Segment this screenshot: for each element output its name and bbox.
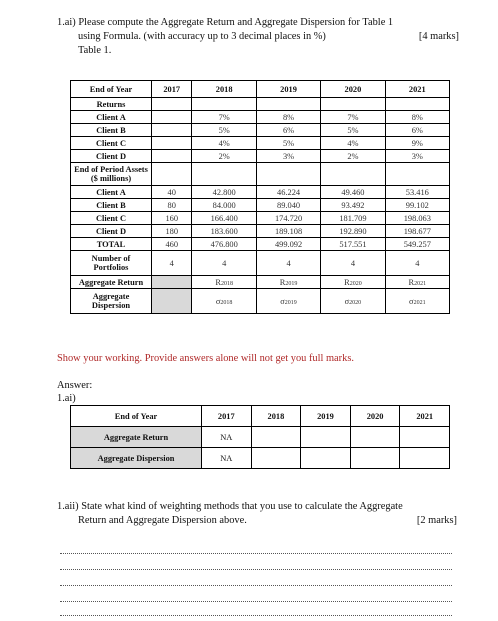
- answer-year-2017: 2017: [202, 406, 252, 427]
- question-1aii-line1: 1.aii) State what kind of weighting methods that you use to calculate the Aggregate: [57, 501, 403, 512]
- cell: 93.492: [321, 199, 385, 212]
- portfolios-label-line2: Portfolios: [93, 263, 129, 272]
- table-row: [71, 225, 450, 238]
- year-2020: 2020: [321, 81, 385, 98]
- cell: 6%: [256, 124, 320, 137]
- r-2019-cell: R2019: [256, 276, 320, 289]
- cell: [152, 111, 192, 124]
- question-1ai-marks: [4 marks]: [418, 31, 459, 42]
- cell: 5%: [256, 137, 320, 150]
- greyed-cell: [152, 276, 192, 289]
- row-label: Client B: [71, 199, 152, 212]
- answer-dispersion-2017: NA: [202, 448, 252, 469]
- cell: 460: [152, 238, 192, 251]
- answer-dispersion-2018[interactable]: [251, 448, 301, 469]
- portfolios-label-line1: Number of: [91, 254, 131, 263]
- aggregate-dispersion-label-line1: Aggregate: [92, 292, 130, 301]
- answer-part: 1.ai): [57, 393, 76, 404]
- row-label: Client D: [71, 150, 152, 163]
- cell: 5%: [321, 124, 385, 137]
- greyed-cell: [152, 289, 192, 314]
- question-1ai-line1: 1.ai) Please compute the Aggregate Return and Aggregate Dispersion for Table 1: [57, 17, 394, 28]
- cell: 3%: [385, 150, 449, 163]
- cell: 499.092: [256, 238, 320, 251]
- row-label: Client C: [71, 137, 152, 150]
- table-1: [70, 80, 450, 314]
- cell: [152, 150, 192, 163]
- cell: 4: [256, 251, 320, 276]
- table-caption: Table 1.: [78, 45, 112, 56]
- answer-return-2019[interactable]: [301, 427, 351, 448]
- answer-dispersion-2021[interactable]: [400, 448, 450, 469]
- cell: 517.551: [321, 238, 385, 251]
- sigma-2020-cell: σ2020: [321, 289, 385, 314]
- table-row-total: [71, 238, 450, 251]
- assets-label: [71, 163, 152, 186]
- answer-header-label: End of Year: [71, 406, 202, 427]
- row-label: Client A: [71, 111, 152, 124]
- answer-label: Answer:: [57, 380, 93, 391]
- portfolios-row: [71, 251, 450, 276]
- cell: 4: [192, 251, 256, 276]
- cell: 180: [152, 225, 192, 238]
- cell: 4: [385, 251, 449, 276]
- table-row: [71, 137, 450, 150]
- answer-line[interactable]: [60, 585, 452, 586]
- table-1-header-row: [71, 81, 450, 98]
- answer-line[interactable]: [60, 615, 452, 616]
- answer-dispersion-2020[interactable]: [350, 448, 400, 469]
- cell: 99.102: [385, 199, 449, 212]
- row-label: Client D: [71, 225, 152, 238]
- cell: 40: [152, 186, 192, 199]
- cell: 166.400: [192, 212, 256, 225]
- r-2021-cell: R2021: [385, 276, 449, 289]
- aggregate-dispersion-row: [71, 289, 450, 314]
- cell: 89.040: [256, 199, 320, 212]
- answer-heading: [57, 379, 92, 405]
- row-label: TOTAL: [71, 238, 152, 251]
- assets-label-line2: ($ millions): [90, 174, 132, 183]
- cell: 160: [152, 212, 192, 225]
- answer-year-2018: 2018: [251, 406, 301, 427]
- working-warning: Show your working. Provide answers alone will not get you full marks.: [57, 353, 354, 364]
- aggregate-return-label: Aggregate Return: [71, 276, 152, 289]
- cell: 2%: [321, 150, 385, 163]
- cell: 192.890: [321, 225, 385, 238]
- r-2018-cell: R2018: [192, 276, 256, 289]
- cell: 53.416: [385, 186, 449, 199]
- question-1ai-line2: using Formula. (with accuracy up to 3 decimal places in %): [78, 31, 326, 42]
- cell: 5%: [192, 124, 256, 137]
- table-row: [71, 212, 450, 225]
- cell: 80: [152, 199, 192, 212]
- cell: 84.000: [192, 199, 256, 212]
- answer-return-2020[interactable]: [350, 427, 400, 448]
- assets-label-line1: End of Period Assets: [74, 165, 148, 174]
- cell: 476.800: [192, 238, 256, 251]
- cell: 49.460: [321, 186, 385, 199]
- cell: 2%: [192, 150, 256, 163]
- cell: 181.709: [321, 212, 385, 225]
- answer-return-2021[interactable]: [400, 427, 450, 448]
- cell: 3%: [256, 150, 320, 163]
- portfolios-label: [71, 251, 152, 276]
- cell: 7%: [321, 111, 385, 124]
- answer-year-2019: 2019: [301, 406, 351, 427]
- cell: 9%: [385, 137, 449, 150]
- cell: 6%: [385, 124, 449, 137]
- returns-section-row: [71, 98, 450, 111]
- header-label: End of Year: [71, 81, 152, 98]
- row-label: Client C: [71, 212, 152, 225]
- answer-line[interactable]: [60, 569, 452, 570]
- answer-header-row: [71, 406, 450, 427]
- answer-table: [70, 405, 450, 469]
- cell: 4%: [192, 137, 256, 150]
- row-label: Client A: [71, 186, 152, 199]
- cell: 4: [152, 251, 192, 276]
- answer-return-2017: NA: [202, 427, 252, 448]
- answer-dispersion-label: Aggregate Dispersion: [71, 448, 202, 469]
- cell: 4: [321, 251, 385, 276]
- question-1ai: [57, 16, 457, 58]
- answer-return-row: [71, 427, 450, 448]
- answer-line[interactable]: [60, 601, 452, 602]
- table-row: [71, 199, 450, 212]
- answer-year-2021: 2021: [400, 406, 450, 427]
- cell: 7%: [192, 111, 256, 124]
- cell: [152, 124, 192, 137]
- cell: 42.800: [192, 186, 256, 199]
- cell: 4%: [321, 137, 385, 150]
- cell: 198.063: [385, 212, 449, 225]
- year-2017: 2017: [152, 81, 192, 98]
- table-row: [71, 186, 450, 199]
- sigma-2021-cell: σ2021: [385, 289, 449, 314]
- table-row: [71, 111, 450, 124]
- question-1aii-marks: [2 marks]: [416, 515, 457, 526]
- sigma-2019-cell: σ2019: [256, 289, 320, 314]
- year-2019: 2019: [256, 81, 320, 98]
- table-row: [71, 150, 450, 163]
- table-row: [71, 124, 450, 137]
- answer-year-2020: 2020: [350, 406, 400, 427]
- answer-line[interactable]: [60, 553, 452, 554]
- aggregate-dispersion-label: [71, 289, 152, 314]
- cell: 8%: [256, 111, 320, 124]
- cell: 549.257: [385, 238, 449, 251]
- aggregate-return-row: [71, 276, 450, 289]
- cell: 8%: [385, 111, 449, 124]
- answer-dispersion-2019[interactable]: [301, 448, 351, 469]
- returns-label: Returns: [71, 98, 152, 111]
- cell: 198.677: [385, 225, 449, 238]
- row-label: Client B: [71, 124, 152, 137]
- year-2021: 2021: [385, 81, 449, 98]
- cell: 189.108: [256, 225, 320, 238]
- cell: [152, 137, 192, 150]
- cell: 183.600: [192, 225, 256, 238]
- question-1aii: [57, 500, 457, 528]
- answer-return-label: Aggregate Return: [71, 427, 202, 448]
- cell: 174.720: [256, 212, 320, 225]
- answer-return-2018[interactable]: [251, 427, 301, 448]
- cell: 46.224: [256, 186, 320, 199]
- sigma-2018-cell: σ2018: [192, 289, 256, 314]
- r-2020-cell: R2020: [321, 276, 385, 289]
- assets-section-row: [71, 163, 450, 186]
- answer-dispersion-row: [71, 448, 450, 469]
- question-1aii-line2: Return and Aggregate Dispersion above.: [78, 515, 247, 526]
- aggregate-dispersion-label-line2: Dispersion: [91, 301, 131, 310]
- year-2018: 2018: [192, 81, 256, 98]
